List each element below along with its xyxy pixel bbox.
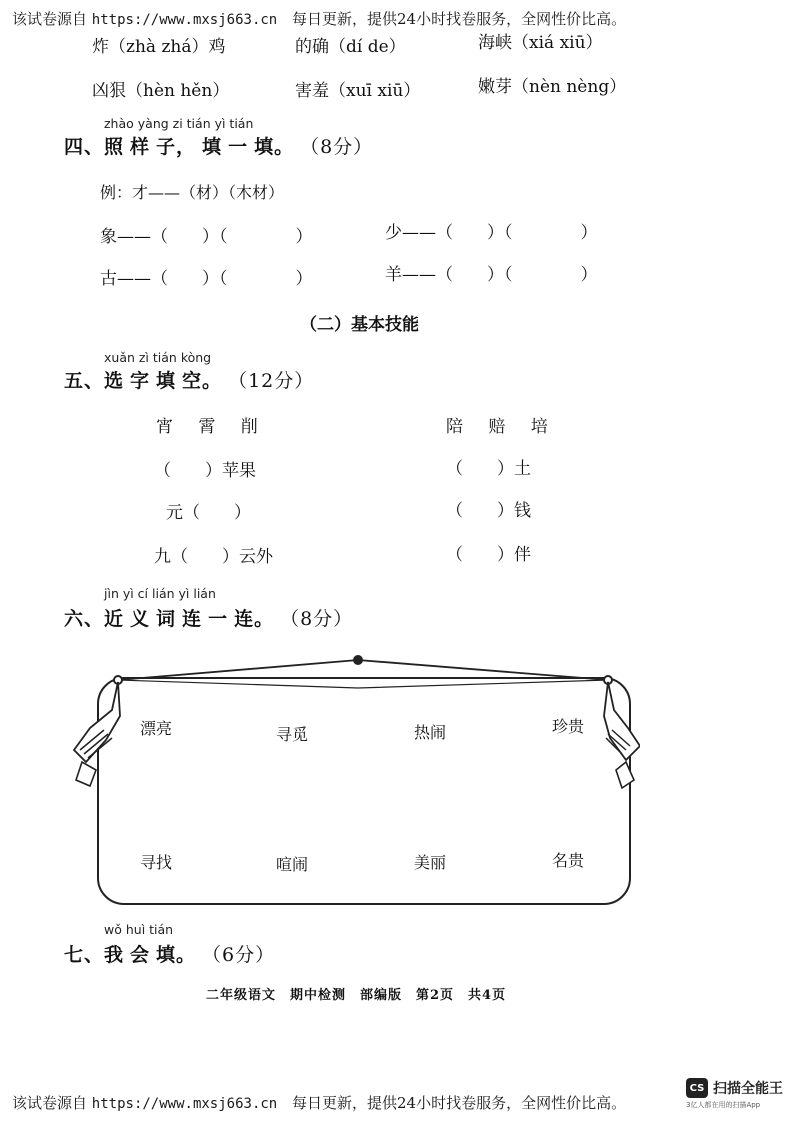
section5-left-item-1[interactable]: （ ）苹果: [154, 461, 256, 481]
pinyin-choice-2-1: 凶狠（hèn hěn）: [92, 81, 230, 101]
nail-icon: [353, 655, 363, 665]
word-top-4[interactable]: 珍贵: [552, 717, 585, 736]
scanner-watermark: [686, 1078, 783, 1110]
section4-example: 例：才——（材）（木材）: [100, 183, 285, 202]
section4-title: 四、照 样 子， 填 一 填。 （8分）: [64, 136, 374, 158]
scanner-app-name: 扫描全能王: [713, 1081, 783, 1097]
banner-prefix: 该试卷源自: [12, 10, 88, 28]
banner-url[interactable]: https://www.mxsj663.cn: [91, 12, 278, 28]
word-bottom-4[interactable]: 名贵: [552, 851, 585, 870]
section-heading-basic-skills: （二）基本技能: [300, 315, 419, 335]
word-bottom-2[interactable]: 喧闹: [276, 855, 309, 874]
section4-row2-right[interactable]: 羊——（ ）（ ）: [385, 265, 598, 285]
word-bottom-1[interactable]: 寻找: [140, 853, 173, 872]
section5-title: 五、选 字 填 空。 （12分）: [64, 370, 315, 392]
page-footer: 二年级语文 期中检测 部编版 第2页 共4页: [206, 988, 507, 1003]
banner-prefix: 该试卷源自: [12, 1094, 88, 1112]
section5-options-left: 宵 霄 削: [156, 417, 268, 437]
word-top-1[interactable]: 漂亮: [140, 719, 173, 738]
section5-right-item-2[interactable]: （ ）钱: [446, 501, 531, 521]
banner-suffix: 每日更新，提供24小时找卷服务，全网性价比高。: [292, 10, 627, 28]
section4-row1-right[interactable]: 少——（ ）（ ）: [385, 223, 598, 243]
section4-row1-left[interactable]: 象——（ ）（ ）: [100, 227, 313, 247]
pinyin-choice-2-3: 嫩芽（nèn nèng）: [478, 77, 627, 97]
section7-pinyin: wǒ huì tián: [104, 922, 174, 937]
pinyin-choice-1-3: 海峡（xiá xiū）: [478, 33, 603, 53]
scanner-tagline: 3亿人都在用的扫描App: [686, 1101, 761, 1109]
section5-left-item-3[interactable]: 九（ ）云外: [154, 547, 273, 567]
section6-pinyin: jìn yì cí lián yì lián: [104, 586, 216, 601]
word-top-3[interactable]: 热闹: [414, 723, 447, 742]
cs-logo-icon: CS: [686, 1078, 708, 1098]
pinyin-choice-1-2: 的确（dí de）: [295, 37, 406, 57]
banner-suffix: 每日更新，提供24小时找卷服务，全网性价比高。: [292, 1094, 627, 1112]
section5-right-item-1[interactable]: （ ）土: [446, 459, 531, 479]
word-bottom-3[interactable]: 美丽: [414, 853, 447, 872]
pinyin-choice-1-1: 炸（zhà zhá）鸡: [92, 37, 226, 57]
right-tassel-icon: [604, 682, 640, 788]
section5-pinyin: xuǎn zì tián kòng: [104, 350, 212, 365]
word-top-2[interactable]: 寻觅: [276, 725, 309, 744]
section5-options-right: 陪 赔 培: [446, 417, 558, 437]
section4-pinyin: zhào yàng zi tián yì tián: [104, 116, 254, 131]
banner-url[interactable]: https://www.mxsj663.cn: [91, 1096, 278, 1112]
section5-left-item-2[interactable]: 元（ ）: [166, 503, 251, 523]
section4-row2-left[interactable]: 古——（ ）（ ）: [100, 269, 313, 289]
top-source-banner: [12, 8, 626, 29]
pinyin-choice-2-2: 害羞（xuī xiū）: [295, 81, 421, 101]
section7-title: 七、我 会 填。 （6分）: [64, 944, 276, 966]
section6-title: 六、近 义 词 连 一 连。 （8分）: [64, 608, 354, 630]
section5-right-item-3[interactable]: （ ）伴: [446, 545, 531, 565]
bottom-source-banner: [12, 1092, 626, 1113]
